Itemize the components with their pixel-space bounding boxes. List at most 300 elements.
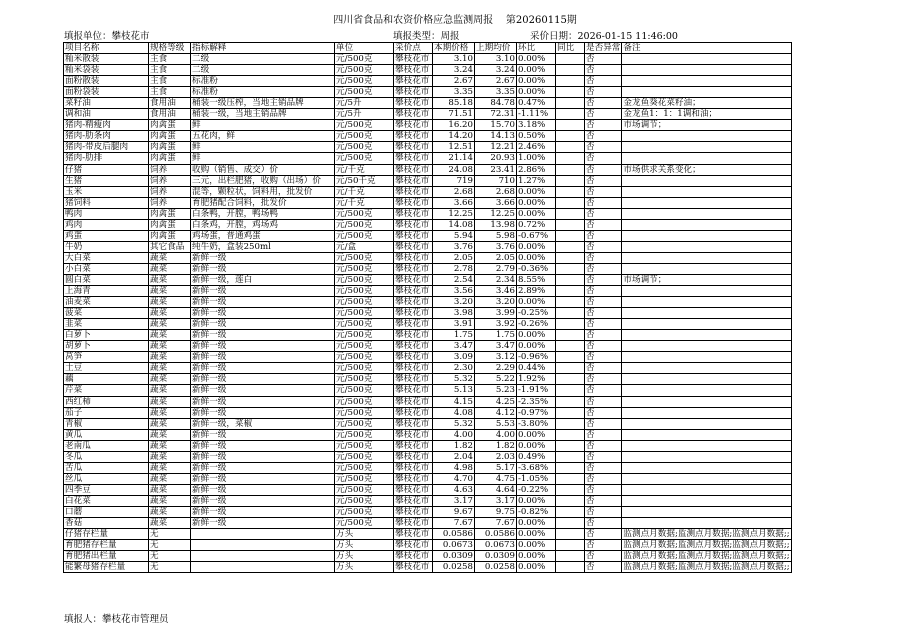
cell-unit: 元/5升 xyxy=(335,109,394,120)
cell-item-name: 猪饲料 xyxy=(64,197,149,208)
cell-indicator: 新鲜一级 xyxy=(191,352,335,363)
cell-item-name: 鸭肉 xyxy=(64,208,149,219)
cell-item-name: 玉米 xyxy=(64,186,149,197)
header-collection-point: 采价点 xyxy=(394,43,433,54)
cell-is-abnormal: 否 xyxy=(585,319,622,330)
cell-remark xyxy=(622,462,791,473)
cell-yoy-change xyxy=(556,473,585,484)
cell-indicator: 新鲜一级 xyxy=(191,429,335,440)
cell-previous-avg: 23.41 xyxy=(475,164,517,175)
cell-previous-avg: 0.0258 xyxy=(475,562,517,573)
cell-remark: 金龙鱼1：1：1调和油； xyxy=(622,109,791,120)
cell-item-name: 胡萝卜 xyxy=(64,341,149,352)
cell-previous-avg: 2.03 xyxy=(475,451,517,462)
cell-indicator: 新鲜一级 xyxy=(191,341,335,352)
cell-previous-avg: 0.0586 xyxy=(475,529,517,540)
cell-previous-avg: 4.00 xyxy=(475,429,517,440)
cell-current-price: 3.24 xyxy=(433,65,475,76)
cell-previous-avg: 3.20 xyxy=(475,297,517,308)
cell-mom-change: 0.00% xyxy=(517,297,556,308)
cell-spec-grade: 食用油 xyxy=(149,109,191,120)
cell-mom-change: 0.00% xyxy=(517,87,556,98)
cell-mom-change: -3.80% xyxy=(517,418,556,429)
cell-current-price: 14.20 xyxy=(433,131,475,142)
cell-collection-point: 攀枝花市 xyxy=(394,120,433,131)
table-row xyxy=(64,551,792,562)
unit-label: 填报单位：攀枝花市 xyxy=(64,31,150,42)
cell-item-name: 白花菜 xyxy=(64,495,149,506)
header-previous-avg: 上期均价 xyxy=(475,43,517,54)
cell-spec-grade: 主食 xyxy=(149,87,191,98)
cell-yoy-change xyxy=(556,241,585,252)
cell-item-name: 苦瓜 xyxy=(64,462,149,473)
cell-collection-point: 攀枝花市 xyxy=(394,98,433,109)
cell-collection-point: 攀枝花市 xyxy=(394,551,433,562)
cell-item-name: 圆白菜 xyxy=(64,274,149,285)
table-row xyxy=(64,484,792,495)
cell-indicator: 新鲜一级 xyxy=(191,286,335,297)
cell-item-name: 韭菜 xyxy=(64,319,149,330)
cell-collection-point: 攀枝花市 xyxy=(394,495,433,506)
cell-current-price: 9.67 xyxy=(433,506,475,517)
cell-is-abnormal: 否 xyxy=(585,252,622,263)
cell-spec-grade: 蔬菜 xyxy=(149,352,191,363)
cell-spec-grade: 蔬菜 xyxy=(149,484,191,495)
cell-indicator: 新鲜一级 xyxy=(191,263,335,274)
cell-indicator: 鸡场蛋，普通鸡蛋 xyxy=(191,230,335,241)
cell-current-price: 2.78 xyxy=(433,263,475,274)
cell-is-abnormal: 否 xyxy=(585,341,622,352)
cell-previous-avg: 14.13 xyxy=(475,131,517,142)
cell-mom-change: -0.96% xyxy=(517,352,556,363)
cell-spec-grade: 蔬菜 xyxy=(149,330,191,341)
cell-indicator: 白条鸭，开膛，鸭场鸭 xyxy=(191,208,335,219)
cell-collection-point: 攀枝花市 xyxy=(394,87,433,98)
cell-current-price: 2.04 xyxy=(433,451,475,462)
cell-spec-grade: 饲养 xyxy=(149,175,191,186)
cell-collection-point: 攀枝花市 xyxy=(394,241,433,252)
cell-unit: 元/500克 xyxy=(335,473,394,484)
cell-is-abnormal: 否 xyxy=(585,451,622,462)
cell-spec-grade: 蔬菜 xyxy=(149,462,191,473)
cell-previous-avg: 3.92 xyxy=(475,319,517,330)
cell-spec-grade: 蔬菜 xyxy=(149,451,191,462)
cell-mom-change: -1.91% xyxy=(517,385,556,396)
cell-spec-grade: 蔬菜 xyxy=(149,252,191,263)
table-row xyxy=(64,407,792,418)
cell-indicator: 新鲜一级 xyxy=(191,308,335,319)
cell-unit: 元/千克 xyxy=(335,186,394,197)
cell-yoy-change xyxy=(556,208,585,219)
cell-indicator: 新鲜一级 xyxy=(191,407,335,418)
cell-item-name: 育肥猪存栏量 xyxy=(64,540,149,551)
cell-collection-point: 攀枝花市 xyxy=(394,319,433,330)
cell-indicator: 新鲜一级 xyxy=(191,484,335,495)
cell-current-price: 0.0586 xyxy=(433,529,475,540)
cell-unit: 万头 xyxy=(335,551,394,562)
date-label: 采价日期：2026-01-15 11:46:00 xyxy=(530,31,678,42)
cell-current-price: 14.08 xyxy=(433,219,475,230)
cell-spec-grade: 蔬菜 xyxy=(149,308,191,319)
cell-mom-change: 8.55% xyxy=(517,274,556,285)
cell-current-price: 4.70 xyxy=(433,473,475,484)
cell-yoy-change xyxy=(556,506,585,517)
cell-unit: 元/500克 xyxy=(335,506,394,517)
cell-spec-grade: 蔬菜 xyxy=(149,495,191,506)
cell-remark xyxy=(622,142,791,153)
cell-remark xyxy=(622,54,791,65)
table-row xyxy=(64,308,792,319)
cell-mom-change: 1.27% xyxy=(517,175,556,186)
table-row xyxy=(64,451,792,462)
cell-collection-point: 攀枝花市 xyxy=(394,451,433,462)
cell-item-name: 能繁母猪存栏量 xyxy=(64,562,149,573)
cell-is-abnormal: 否 xyxy=(585,562,622,573)
cell-unit: 元/500克 xyxy=(335,76,394,87)
cell-mom-change: 2.89% xyxy=(517,286,556,297)
cell-unit: 元/500克 xyxy=(335,352,394,363)
cell-remark xyxy=(622,286,791,297)
cell-unit: 元/千克 xyxy=(335,197,394,208)
header-mom-change: 环比 xyxy=(517,43,556,54)
cell-collection-point: 攀枝花市 xyxy=(394,396,433,407)
cell-unit: 元/500克 xyxy=(335,252,394,263)
cell-current-price: 16.20 xyxy=(433,120,475,131)
cell-yoy-change xyxy=(556,562,585,573)
cell-yoy-change xyxy=(556,407,585,418)
cell-mom-change: 0.00% xyxy=(517,429,556,440)
cell-is-abnormal: 否 xyxy=(585,429,622,440)
cell-yoy-change xyxy=(556,98,585,109)
cell-item-name: 菠菜 xyxy=(64,308,149,319)
cell-unit: 元/盒 xyxy=(335,241,394,252)
cell-is-abnormal: 否 xyxy=(585,131,622,142)
cell-previous-avg: 13.98 xyxy=(475,219,517,230)
cell-yoy-change xyxy=(556,352,585,363)
cell-item-name: 鸡蛋 xyxy=(64,230,149,241)
cell-remark xyxy=(622,518,791,529)
table-row xyxy=(64,54,792,65)
cell-is-abnormal: 否 xyxy=(585,65,622,76)
cell-collection-point: 攀枝花市 xyxy=(394,506,433,517)
cell-collection-point: 攀枝花市 xyxy=(394,462,433,473)
cell-indicator: 新鲜一级 xyxy=(191,440,335,451)
cell-yoy-change xyxy=(556,142,585,153)
cell-indicator: 标准粉 xyxy=(191,87,335,98)
cell-remark xyxy=(622,208,791,219)
cell-collection-point: 攀枝花市 xyxy=(394,308,433,319)
cell-yoy-change xyxy=(556,418,585,429)
cell-indicator: 桶装一级，当地主销品牌 xyxy=(191,109,335,120)
cell-spec-grade: 肉禽蛋 xyxy=(149,131,191,142)
cell-item-name: 鸡肉 xyxy=(64,219,149,230)
cell-indicator: 鲜 xyxy=(191,120,335,131)
cell-unit: 万头 xyxy=(335,562,394,573)
table-row xyxy=(64,341,792,352)
cell-current-price: 2.30 xyxy=(433,363,475,374)
cell-previous-avg: 72.31 xyxy=(475,109,517,120)
cell-spec-grade: 肉禽蛋 xyxy=(149,208,191,219)
cell-item-name: 大白菜 xyxy=(64,252,149,263)
cell-collection-point: 攀枝花市 xyxy=(394,407,433,418)
cell-current-price: 3.17 xyxy=(433,495,475,506)
table-row xyxy=(64,241,792,252)
cell-yoy-change xyxy=(556,263,585,274)
header-is-abnormal: 是否异常 xyxy=(586,43,621,54)
cell-previous-avg: 3.66 xyxy=(475,197,517,208)
cell-mom-change: 0.00% xyxy=(517,54,556,65)
cell-unit: 元/500克 xyxy=(335,208,394,219)
table-row xyxy=(64,297,792,308)
cell-collection-point: 攀枝花市 xyxy=(394,374,433,385)
cell-remark xyxy=(622,252,791,263)
cell-mom-change: 0.00% xyxy=(517,518,556,529)
cell-mom-change: 0.00% xyxy=(517,495,556,506)
cell-remark: 市场调节； xyxy=(622,274,791,285)
cell-collection-point: 攀枝花市 xyxy=(394,540,433,551)
cell-collection-point: 攀枝花市 xyxy=(394,352,433,363)
cell-mom-change: 0.00% xyxy=(517,208,556,219)
cell-yoy-change xyxy=(556,297,585,308)
cell-yoy-change xyxy=(556,308,585,319)
cell-mom-change: 0.49% xyxy=(517,451,556,462)
cell-collection-point: 攀枝花市 xyxy=(394,363,433,374)
table-row xyxy=(64,374,792,385)
cell-yoy-change xyxy=(556,131,585,142)
cell-spec-grade: 蔬菜 xyxy=(149,506,191,517)
cell-is-abnormal: 否 xyxy=(585,551,622,562)
table-row xyxy=(64,76,792,87)
cell-remark xyxy=(622,440,791,451)
cell-previous-avg: 4.75 xyxy=(475,473,517,484)
cell-previous-avg: 5.53 xyxy=(475,418,517,429)
cell-spec-grade: 蔬菜 xyxy=(149,319,191,330)
cell-previous-avg: 2.05 xyxy=(475,252,517,263)
cell-is-abnormal: 否 xyxy=(585,230,622,241)
cell-collection-point: 攀枝花市 xyxy=(394,440,433,451)
cell-current-price: 5.32 xyxy=(433,418,475,429)
header-yoy-change: 同比 xyxy=(556,43,585,54)
cell-previous-avg: 4.64 xyxy=(475,484,517,495)
cell-item-name: 老南瓜 xyxy=(64,440,149,451)
header-current-price: 本期价格 xyxy=(433,43,475,54)
cell-collection-point: 攀枝花市 xyxy=(394,418,433,429)
cell-remark xyxy=(622,484,791,495)
cell-unit: 万头 xyxy=(335,540,394,551)
cell-is-abnormal: 否 xyxy=(585,540,622,551)
cell-item-name: 面粉散装 xyxy=(64,76,149,87)
cell-remark xyxy=(622,330,791,341)
cell-indicator: 新鲜一级 xyxy=(191,385,335,396)
report-meta xyxy=(64,31,824,42)
cell-yoy-change xyxy=(556,76,585,87)
cell-mom-change: 0.00% xyxy=(517,341,556,352)
cell-collection-point: 攀枝花市 xyxy=(394,529,433,540)
cell-yoy-change xyxy=(556,451,585,462)
cell-current-price: 24.08 xyxy=(433,164,475,175)
table-row xyxy=(64,230,792,241)
cell-item-name: 西红柿 xyxy=(64,396,149,407)
table-row xyxy=(64,197,792,208)
cell-spec-grade: 蔬菜 xyxy=(149,473,191,484)
cell-indicator xyxy=(191,562,335,573)
header-item-name: 项目名称 xyxy=(64,43,149,54)
cell-yoy-change xyxy=(556,186,585,197)
cell-remark: 市场供求关系变化； xyxy=(622,164,791,175)
table-row xyxy=(64,396,792,407)
cell-mom-change: -0.67% xyxy=(517,230,556,241)
cell-item-name: 猪肉-精瘦肉 xyxy=(64,120,149,131)
cell-is-abnormal: 否 xyxy=(585,197,622,208)
cell-is-abnormal: 否 xyxy=(585,175,622,186)
cell-is-abnormal: 否 xyxy=(585,219,622,230)
cell-mom-change: 0.00% xyxy=(517,186,556,197)
cell-indicator: 新鲜一级 xyxy=(191,473,335,484)
table-row xyxy=(64,87,792,98)
cell-remark xyxy=(622,131,791,142)
cell-mom-change: 0.00% xyxy=(517,551,556,562)
cell-current-price: 0.0309 xyxy=(433,551,475,562)
cell-unit: 元/500克 xyxy=(335,518,394,529)
cell-spec-grade: 饲养 xyxy=(149,164,191,175)
cell-item-name: 白萝卜 xyxy=(64,330,149,341)
cell-collection-point: 攀枝花市 xyxy=(394,164,433,175)
cell-remark xyxy=(622,352,791,363)
cell-collection-point: 攀枝花市 xyxy=(394,153,433,164)
cell-previous-avg: 7.67 xyxy=(475,518,517,529)
table-row xyxy=(64,540,792,551)
cell-yoy-change xyxy=(556,374,585,385)
cell-indicator: 新鲜一级 xyxy=(191,252,335,263)
cell-current-price: 4.15 xyxy=(433,396,475,407)
cell-remark xyxy=(622,341,791,352)
cell-indicator: 纯牛奶，盒装250ml xyxy=(191,241,335,252)
cell-remark: 金龙鱼葵花菜籽油； xyxy=(622,98,791,109)
cell-mom-change: 0.00% xyxy=(517,540,556,551)
cell-indicator xyxy=(191,540,335,551)
cell-yoy-change xyxy=(556,319,585,330)
cell-remark xyxy=(622,385,791,396)
cell-current-price: 2.54 xyxy=(433,274,475,285)
cell-current-price: 85.18 xyxy=(433,98,475,109)
cell-mom-change: 3.18% xyxy=(517,120,556,131)
cell-mom-change: -0.82% xyxy=(517,506,556,517)
cell-mom-change: 0.00% xyxy=(517,330,556,341)
cell-yoy-change xyxy=(556,274,585,285)
cell-unit: 元/50千克 xyxy=(335,175,394,186)
cell-indicator: 新鲜一级 xyxy=(191,495,335,506)
cell-yoy-change xyxy=(556,164,585,175)
cell-remark xyxy=(622,308,791,319)
cell-indicator: 五花肉，鲜 xyxy=(191,131,335,142)
cell-item-name: 籼米散装 xyxy=(64,54,149,65)
cell-current-price: 3.56 xyxy=(433,286,475,297)
table-header-row xyxy=(64,43,792,54)
cell-is-abnormal: 否 xyxy=(585,363,622,374)
cell-mom-change: -0.26% xyxy=(517,319,556,330)
cell-previous-avg: 3.99 xyxy=(475,308,517,319)
cell-mom-change: 2.86% xyxy=(517,164,556,175)
cell-unit: 元/500克 xyxy=(335,319,394,330)
cell-spec-grade: 无 xyxy=(149,529,191,540)
cell-remark: 监测点月数据;监测点月数据;监测点月数据;; xyxy=(623,551,790,562)
cell-remark xyxy=(622,197,791,208)
cell-remark xyxy=(622,473,791,484)
cell-previous-avg: 9.75 xyxy=(475,506,517,517)
cell-current-price: 1.75 xyxy=(433,330,475,341)
cell-yoy-change xyxy=(556,65,585,76)
cell-yoy-change xyxy=(556,462,585,473)
cell-spec-grade: 肉禽蛋 xyxy=(149,120,191,131)
cell-yoy-change xyxy=(556,495,585,506)
cell-remark xyxy=(622,319,791,330)
cell-item-name: 籼米袋装 xyxy=(64,65,149,76)
table-row xyxy=(64,98,792,109)
cell-remark xyxy=(622,506,791,517)
cell-item-name: 青椒 xyxy=(64,418,149,429)
cell-previous-avg: 15.70 xyxy=(475,120,517,131)
cell-mom-change: 1.92% xyxy=(517,374,556,385)
cell-is-abnormal: 否 xyxy=(585,529,622,540)
cell-yoy-change xyxy=(556,286,585,297)
cell-is-abnormal: 否 xyxy=(585,518,622,529)
header-unit: 单位 xyxy=(335,43,394,54)
cell-remark xyxy=(622,175,791,186)
cell-unit: 元/500克 xyxy=(335,274,394,285)
cell-is-abnormal: 否 xyxy=(585,462,622,473)
cell-collection-point: 攀枝花市 xyxy=(394,286,433,297)
cell-mom-change: 0.00% xyxy=(517,440,556,451)
cell-spec-grade: 肉禽蛋 xyxy=(149,142,191,153)
cell-remark: 监测点月数据;监测点月数据;监测点月数据;; xyxy=(623,562,790,573)
cell-unit: 元/500克 xyxy=(335,142,394,153)
cell-unit: 元/500克 xyxy=(335,407,394,418)
header-spec-grade: 规格等级 xyxy=(149,43,191,54)
cell-remark: 监测点月数据;监测点月数据;监测点月数据;; xyxy=(623,540,790,551)
cell-unit: 元/500克 xyxy=(335,440,394,451)
table-row xyxy=(64,385,792,396)
cell-mom-change: 0.00% xyxy=(517,252,556,263)
cell-is-abnormal: 否 xyxy=(585,297,622,308)
cell-current-price: 5.13 xyxy=(433,385,475,396)
cell-current-price: 7.67 xyxy=(433,518,475,529)
cell-spec-grade: 食用油 xyxy=(149,98,191,109)
table-row xyxy=(64,219,792,230)
cell-unit: 万头 xyxy=(335,529,394,540)
cell-current-price: 3.98 xyxy=(433,308,475,319)
table-row xyxy=(64,319,792,330)
cell-remark xyxy=(622,495,791,506)
cell-collection-point: 攀枝花市 xyxy=(394,109,433,120)
cell-unit: 元/500克 xyxy=(335,263,394,274)
cell-yoy-change xyxy=(556,551,585,562)
cell-mom-change: 0.00% xyxy=(517,529,556,540)
cell-indicator xyxy=(191,551,335,562)
cell-mom-change: 0.00% xyxy=(517,65,556,76)
cell-unit: 元/500克 xyxy=(335,87,394,98)
cell-unit: 元/500克 xyxy=(335,396,394,407)
cell-yoy-change xyxy=(556,385,585,396)
cell-mom-change: -1.05% xyxy=(517,473,556,484)
cell-current-price: 3.20 xyxy=(433,297,475,308)
table-row xyxy=(64,429,792,440)
table-row xyxy=(64,529,792,540)
cell-current-price: 5.94 xyxy=(433,230,475,241)
cell-current-price: 3.66 xyxy=(433,197,475,208)
cell-spec-grade: 无 xyxy=(149,551,191,562)
cell-item-name: 仔猪存栏量 xyxy=(64,529,149,540)
cell-previous-avg: 1.82 xyxy=(475,440,517,451)
